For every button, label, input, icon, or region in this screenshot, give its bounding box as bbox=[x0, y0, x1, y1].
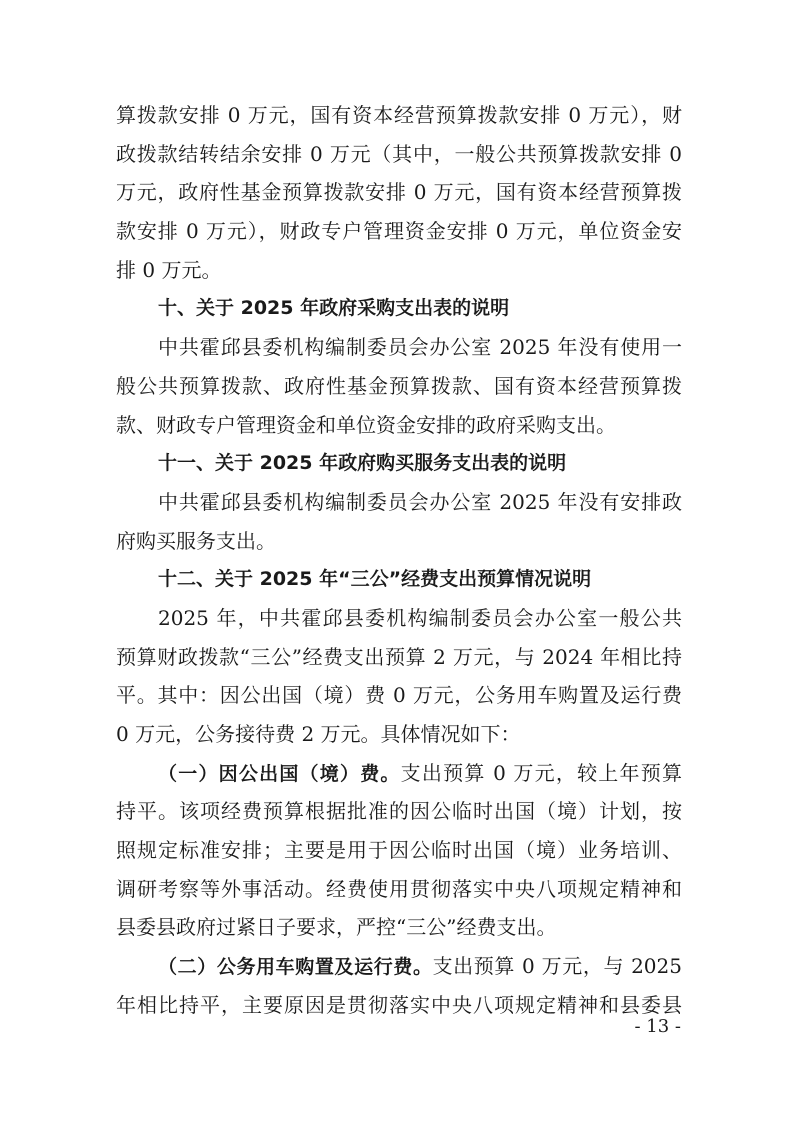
text-line: 调研考察等外事活动。经费使用贯彻落实中央八项规定精神和 bbox=[116, 876, 682, 901]
item-1-lead: （一）因公出国（境）费。 bbox=[158, 762, 401, 785]
document-body bbox=[116, 96, 682, 1025]
text-line: 预算财政拨款“三公”经费支出预算 2 万元，与 2024 年相比持 bbox=[116, 644, 682, 669]
text-line: 排 0 万元。 bbox=[116, 257, 222, 282]
text-line: 年相比持平，主要原因是贯彻落实中央八项规定精神和县委县 bbox=[116, 992, 682, 1017]
text-line: 照规定标准安排；主要是用于因公临时出国（境）业务培训、 bbox=[116, 838, 682, 863]
text-line: 0 万元，公务接待费 2 万元。具体情况如下： bbox=[116, 722, 521, 746]
text-line: 政拨款结转结余安排 0 万元（其中，一般公共预算拨款安排 0 bbox=[116, 141, 682, 166]
text-line: 府购买服务支出。 bbox=[116, 528, 276, 553]
text-line: 万元，政府性基金预算拨款安排 0 万元，国有资本经营预算拨 bbox=[116, 180, 682, 205]
item-2-lead: （二）公务用车购置及运行费。 bbox=[158, 956, 433, 979]
section-heading-10: 十、关于 2025 年政府采购支出表的说明 bbox=[158, 297, 510, 320]
item-1-first-line bbox=[116, 754, 682, 793]
text-line: 2025 年，中共霍邱县委机构编制委员会办公室一般公共 bbox=[158, 605, 682, 630]
text-line: 款安排 0 万元），财政专户管理资金安排 0 万元，单位资金安 bbox=[116, 219, 682, 244]
page-number: - 13 - bbox=[634, 1016, 681, 1037]
text-line: 县委县政府过紧日子要求，严控“三公”经费支出。 bbox=[116, 915, 557, 940]
item-1-first-rest: 支出预算 0 万元，较上年预算 bbox=[400, 760, 682, 785]
section-heading-11: 十一、关于 2025 年政府购买服务支出表的说明 bbox=[158, 452, 567, 475]
item-2-first-line bbox=[116, 947, 682, 986]
text-line: 款、财政专户管理资金和单位资金安排的政府采购支出。 bbox=[116, 412, 616, 437]
text-line: 中共霍邱县委机构编制委员会办公室 2025 年没有使用一 bbox=[158, 335, 682, 360]
text-line: 中共霍邱县委机构编制委员会办公室 2025 年没有安排政 bbox=[158, 489, 682, 514]
text-line: 平。其中：因公出国（境）费 0 万元，公务用车购置及运行费 bbox=[116, 683, 682, 708]
text-line: 般公共预算拨款、政府性基金预算拨款、国有资本经营预算拨 bbox=[116, 373, 682, 398]
text-line: 算拨款安排 0 万元，国有资本经营预算拨款安排 0 万元），财 bbox=[116, 103, 682, 127]
text-line: 持平。该项经费预算根据批准的因公临时出国（境）计划，按 bbox=[116, 799, 682, 824]
item-2-first-rest: 支出预算 0 万元，与 2025 bbox=[432, 954, 682, 979]
section-heading-12: 十二、关于 2025 年“三公”经费支出预算情况说明 bbox=[158, 568, 592, 591]
